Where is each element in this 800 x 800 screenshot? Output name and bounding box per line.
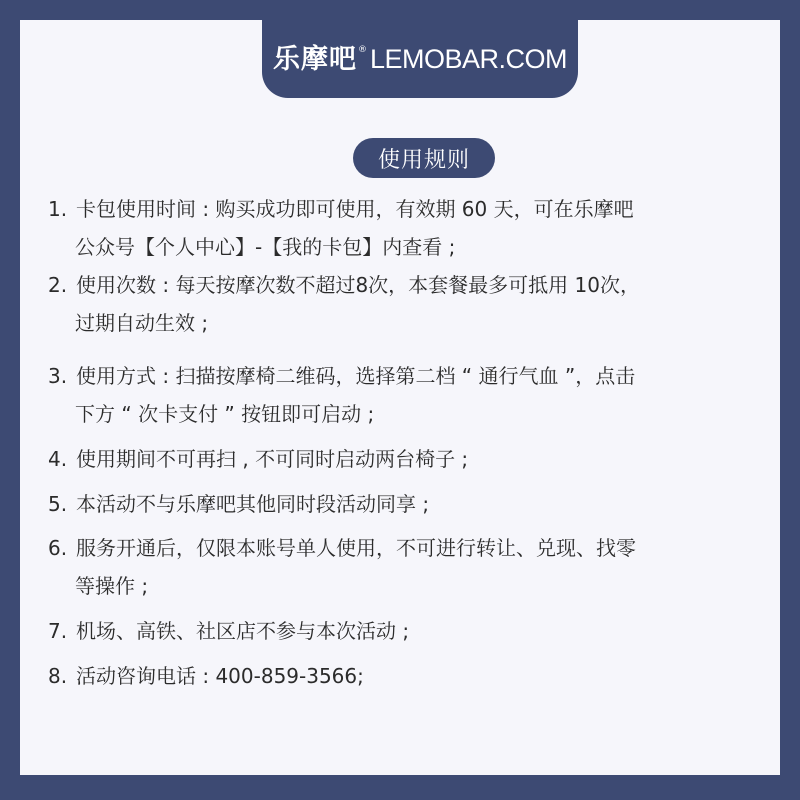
rule-item-5 — [48, 485, 748, 523]
rule-text: 使用次数 : 每天按摩次数不超过8次，本套餐最多可抵用 10次， — [76, 273, 640, 297]
brand-header — [262, 20, 578, 98]
rule-text: 机场、高铁、社区店不参与本次活动 ; — [76, 619, 410, 643]
rule-line — [48, 612, 748, 650]
rule-item-1 — [48, 190, 748, 266]
rule-item-7 — [48, 612, 748, 650]
rule-number: 1. — [48, 197, 68, 221]
rule-text-continued: 等操作 ; — [75, 574, 149, 598]
rule-number: 2. — [48, 273, 68, 297]
rule-number: 3. — [48, 364, 68, 388]
rule-number: 6. — [48, 536, 68, 560]
rule-line — [48, 485, 748, 523]
section-title: 使用规则 — [377, 147, 470, 173]
rule-line — [48, 266, 748, 304]
rule-line — [48, 657, 748, 695]
rule-item-4 — [48, 440, 748, 478]
rule-text: 使用期间不可再扫 , 不可同时启动两台椅子 ; — [76, 447, 469, 471]
rule-text-continued: 过期自动生效 ; — [75, 311, 209, 335]
rule-line — [48, 190, 748, 228]
rule-line — [48, 440, 748, 478]
rule-text: 本活动不与乐摩吧其他同时段活动同享 ; — [76, 492, 430, 516]
rule-text: 使用方式 : 扫描按摩椅二维码，选择第二档 “ 通行气血 ”，点击 — [76, 364, 636, 388]
rule-item-3 — [48, 357, 748, 433]
rule-text: 活动咨询电话 : 400-859-3566; — [76, 664, 364, 688]
rule-line — [48, 357, 748, 395]
rule-number: 7. — [48, 619, 68, 643]
rule-text-continued: 公众号【个人中心】-【我的卡包】内查看 ; — [75, 235, 456, 259]
rule-number: 5. — [48, 492, 68, 516]
rule-text: 卡包使用时间 : 购买成功即可使用，有效期 60 天，可在乐摩吧 — [76, 197, 634, 221]
rule-item-2 — [48, 266, 748, 342]
rule-number: 8. — [48, 664, 68, 688]
rule-item-6 — [48, 529, 748, 605]
rule-text-continued: 下方 “ 次卡支付 ” 按钮即可启动 ; — [75, 402, 375, 426]
rule-number: 4. — [48, 447, 68, 471]
rule-text: 服务开通后，仅限本账号单人使用，不可进行转让、兑现、找零 — [76, 536, 636, 560]
registered-mark: ® — [357, 45, 367, 55]
rule-line — [48, 529, 748, 567]
brand-domain: LEMOBAR.COM — [369, 43, 568, 74]
brand-name-cn: 乐摩吧 — [272, 43, 357, 75]
rule-item-8 — [48, 657, 748, 695]
section-title-badge — [353, 138, 495, 178]
